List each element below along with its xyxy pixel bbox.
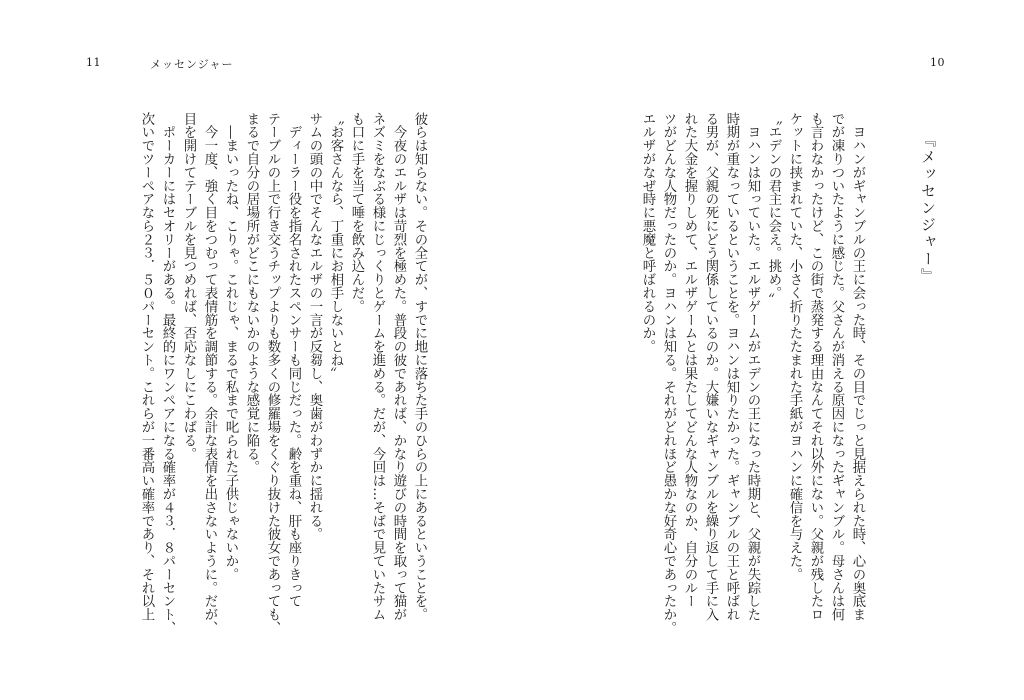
text-line: 次いでツーペアなら２３．５０パーセント。これらが一番高い確率であり、それ以上: [139, 112, 154, 622]
right-page: [512, 0, 1024, 700]
page-number-right: 10: [930, 56, 945, 69]
text-line: ネズミをなぶる様にじっくりとゲームを進める。だが、今回は…そばで見ていたサム: [370, 112, 385, 622]
text-line: 彼らは知らない。その全てが、すでに地に落ちた手のひらの上にあるということを。: [412, 112, 427, 622]
running-head: メッセンジャー: [150, 58, 234, 71]
text-line: 今一度、強く目をつむって表情筋を調節する。余計な表情を出さないように。だが、: [202, 112, 217, 635]
text-line: サムの頭の中でそんなエルザの一言が反芻し、奥歯がわずかに揺れる。: [307, 112, 322, 541]
chapter-title: 『メッセンジャー』: [919, 132, 937, 285]
text-line: も言わなかったけど、この街で蒸発する理由なんてそれ以外にない。父親が残したロ: [808, 112, 823, 622]
text-line: ―まいったね、こりゃ。これじゃ、まるで私まで叱られた子供じゃないか。: [223, 112, 238, 581]
text-line: も口に手を当て唾を飲み込んだ。: [349, 112, 364, 313]
text-line: 〝お客さんなら、丁重にお相手しないとね〟: [328, 112, 343, 380]
text-line: ヨハンは知っていた。エルザゲームがエデンの王になった時期と、父親が失踪した: [745, 112, 760, 622]
text-line: ツがどんな人物だったのか。ヨハンは知る。それがどれほど愚かな好奇心であったか。: [661, 112, 676, 635]
text-line: エルザがなぜ時に悪魔と呼ばれるのか。: [640, 112, 655, 354]
text-line: れた大金を握りしめて、エルザゲームとは果たしてどんな人物なのか、自分のルー: [682, 112, 697, 608]
text-line: まるで自分の居場所がどこにもないかのような感覚に陥る。: [244, 112, 259, 474]
right-page-body: [596, 112, 868, 672]
text-line: テーブルの上で行き交うチップよりも数多くの修羅場をくぐり抜けた彼女であっても、: [265, 112, 280, 635]
text-line: ディーラー役を指名されたスペンサーも同じだった。齢を重ね、肝も座りきって: [286, 112, 301, 608]
text-line: でが凍りついたように感じた。父さんが消える原因になったギャンブル。母さんは何: [829, 112, 844, 622]
text-line: る男が、父親の死にどう関係しているのか。大嫌いなギャンブルを繰り返して手に入: [703, 112, 718, 622]
text-line: 今夜のエルザは苛烈を極めた。普段の彼であれば、かなり遊びの時間を取って猫が: [391, 112, 406, 622]
text-line: ヨハンがギャンブルの王に会った時、その目でじっと見据えられた時、心の奥底ま: [850, 112, 865, 622]
page-number-left: 11: [86, 56, 101, 69]
text-line: 目を開けてテーブルを見つめれば、否応なしにこわばる。: [181, 112, 196, 461]
text-line: ポーカーにはセオリーがある。最終的にワンペアになる確率が４３．８パーセント、: [160, 112, 175, 635]
text-line: 〝エデンの君主に会え。挑め。〟: [766, 112, 781, 307]
text-line: 時期が重なっているということを。ヨハンは知りたかった。ギャンブルの王と呼ばれ: [724, 112, 739, 622]
text-line: ケットに挟まれていた、小さく折りたたまれた手紙がヨハンに確信を与えた。: [787, 112, 802, 581]
left-page-body: [130, 112, 430, 672]
